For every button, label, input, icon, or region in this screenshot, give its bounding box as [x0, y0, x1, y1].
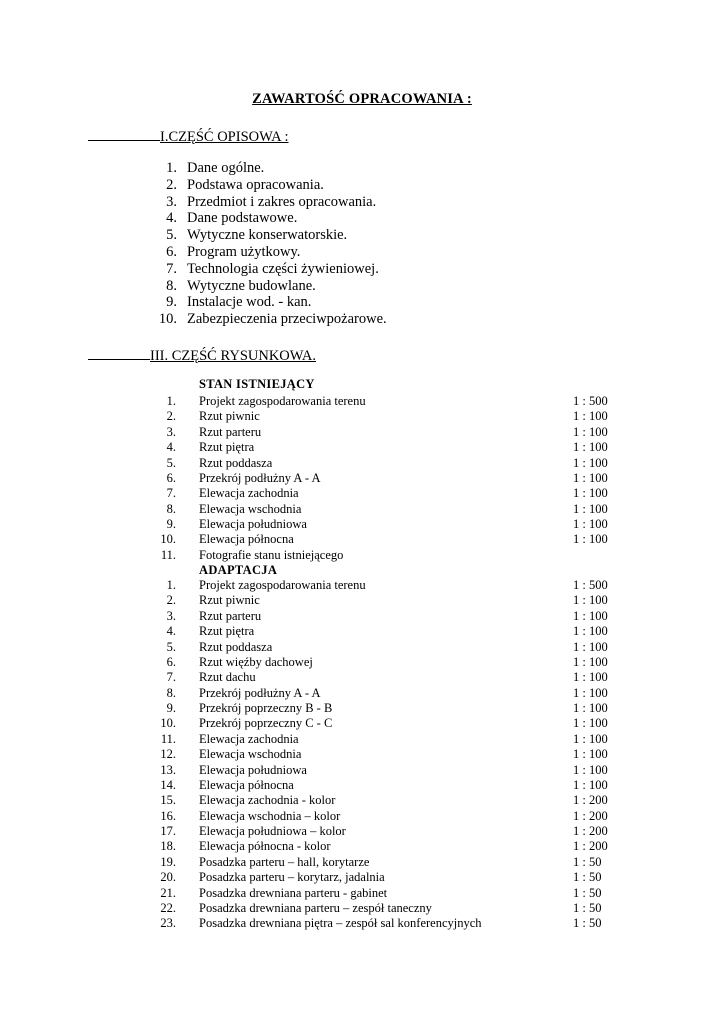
drawing-title: Rzut poddasza [199, 639, 273, 654]
list-item [150, 210, 387, 227]
drawing-number: 2. [166, 593, 176, 608]
drawing-number: 9. [166, 517, 176, 531]
drawing-number: 13. [160, 762, 176, 777]
drawing-title: Elewacja zachodnia [199, 486, 299, 501]
drawing-title: Przekrój podłużny A - A [199, 470, 321, 485]
item-number: 8. [166, 277, 177, 294]
drawing-scale: 1 : 100 [573, 455, 608, 470]
drawing-number: 23. [160, 916, 176, 931]
drawing-title: Rzut piętra [199, 440, 255, 455]
drawing-scale: 1 : 100 [573, 517, 608, 531]
drawing-scale: 1 : 100 [573, 470, 608, 485]
item-number: 7. [166, 260, 177, 277]
drawing-scale: 1 : 200 [573, 793, 608, 808]
drawing-number: 7. [166, 670, 176, 685]
item-label: Podstawa opracowania. [187, 176, 324, 193]
drawing-scale: 1 : 500 [573, 394, 608, 408]
drawing-scale: 1 : 100 [573, 424, 608, 439]
drawing-number: 6. [166, 654, 176, 669]
drawing-number: 1. [166, 394, 176, 408]
item-label: Przedmiot i zakres opracowania. [187, 193, 377, 210]
drawing-scale: 1 : 100 [573, 747, 608, 762]
item-label: Technologia części żywieniowej. [187, 260, 379, 277]
heading-leader-line [88, 127, 160, 141]
item-number: 3. [166, 193, 177, 210]
drawing-scale: 1 : 100 [573, 501, 608, 516]
drawing-title: Rzut piwnic [199, 409, 260, 424]
item-label: Dane podstawowe. [187, 210, 298, 227]
drawing-title: Elewacja zachodnia [199, 731, 299, 746]
drawing-title: Rzut parteru [199, 608, 262, 623]
drawing-title: Projekt zagospodarowania terenu [199, 578, 366, 592]
item-number: 10. [158, 311, 177, 328]
drawing-scale: 1 : 100 [573, 762, 608, 777]
item-number: 6. [166, 243, 177, 260]
descriptive-items-list [150, 160, 387, 328]
drawing-scale: 1 : 100 [573, 716, 608, 731]
drawing-number: 18. [160, 839, 176, 854]
drawing-title: Posadzka drewniana piętra – zespół sal konferencyjnych [199, 916, 482, 931]
drawing-number: 15. [160, 793, 176, 808]
item-label: Program użytkowy. [187, 243, 301, 260]
drawing-number: 9. [166, 701, 176, 715]
drawing-scale: 1 : 100 [573, 639, 608, 654]
drawing-number: 3. [166, 608, 176, 623]
drawing-title: Elewacja wschodnia – kolor [199, 808, 341, 823]
drawing-scale: 1 : 100 [573, 670, 608, 685]
drawing-title: Rzut piwnic [199, 593, 260, 608]
drawing-scale: 1 : 50 [573, 885, 602, 900]
drawing-title: Przekrój poprzeczny C - C [199, 716, 333, 731]
item-number: 1. [166, 160, 177, 176]
section-heading-text: III. CZĘŚĆ RYSUNKOWA. [150, 348, 316, 364]
drawing-title: Elewacja północna [199, 777, 294, 792]
drawing-title: Elewacja południowa – kolor [199, 824, 346, 838]
drawing-number: 17. [160, 824, 176, 838]
drawing-title: Rzut poddasza [199, 455, 273, 470]
drawing-number: 6. [166, 470, 176, 485]
drawing-title: Elewacja południowa [199, 517, 307, 531]
drawing-scale: 1 : 50 [573, 916, 602, 931]
drawing-scale: 1 : 100 [573, 486, 608, 501]
drawing-number: 8. [166, 685, 176, 700]
drawing-scale: 1 : 100 [573, 409, 608, 424]
drawing-scale: 1 : 100 [573, 685, 608, 700]
drawing-number: 1. [166, 578, 176, 592]
drawing-number: 10. [160, 532, 176, 547]
drawing-title: Elewacja północna [199, 532, 294, 547]
group-title-adaptation: ADAPTACJA [199, 563, 278, 577]
drawing-scale: 1 : 50 [573, 854, 602, 869]
drawing-title: Przekrój poprzeczny B - B [199, 701, 333, 715]
drawing-number: 11. [160, 731, 176, 746]
drawing-title: Posadzka parteru – hall, korytarze [199, 854, 370, 869]
section-heading-drawings [88, 346, 316, 365]
heading-leader-line [88, 346, 150, 360]
drawing-number: 22. [160, 900, 176, 915]
drawing-number: 19. [160, 854, 176, 869]
drawing-number: 14. [160, 777, 176, 792]
item-label: Wytyczne konserwatorskie. [187, 227, 348, 244]
drawing-number: 7. [166, 486, 176, 501]
list-item [150, 311, 387, 328]
document-title: ZAWARTOŚĆ OPRACOWANIA : [252, 91, 472, 107]
drawing-scale: 1 : 100 [573, 440, 608, 455]
item-number: 4. [166, 210, 177, 227]
drawing-number: 12. [160, 747, 176, 762]
drawing-title: Rzut parteru [199, 424, 262, 439]
drawing-number: 3. [166, 424, 176, 439]
drawing-scale: 1 : 200 [573, 839, 608, 854]
drawing-number: 2. [166, 409, 176, 424]
drawing-title: Rzut dachu [199, 670, 256, 685]
list-item [150, 294, 387, 311]
drawing-number: 5. [166, 639, 176, 654]
item-number: 9. [166, 294, 177, 311]
drawing-title: Elewacja wschodnia [199, 501, 302, 516]
drawing-scale: 1 : 100 [573, 731, 608, 746]
list-item [150, 261, 387, 278]
item-number: 5. [166, 227, 177, 244]
drawing-number: 5. [166, 455, 176, 470]
drawing-title: Projekt zagospodarowania terenu [199, 394, 366, 408]
group-title-existing: STAN ISTNIEJĄCY [199, 377, 315, 391]
drawing-scale: 1 : 100 [573, 593, 608, 608]
list-item [150, 244, 387, 261]
drawing-number: 10. [160, 716, 176, 731]
drawing-scale: 1 : 100 [573, 701, 608, 715]
drawing-scale: 1 : 100 [573, 624, 608, 639]
drawing-scale: 1 : 100 [573, 608, 608, 623]
drawing-number: 16. [160, 808, 176, 823]
drawing-title: Posadzka drewniana parteru - gabinet [199, 885, 388, 900]
drawing-title: Rzut więźby dachowej [199, 654, 313, 669]
drawing-scale: 1 : 100 [573, 532, 608, 547]
drawing-title: Posadzka parteru – korytarz, jadalnia [199, 870, 385, 885]
drawing-title: Przekrój podłużny A - A [199, 685, 321, 700]
drawing-title: Rzut piętra [199, 624, 255, 639]
drawing-title: Elewacja wschodnia [199, 747, 302, 762]
drawing-scale: 1 : 200 [573, 824, 608, 838]
item-label: Instalacje wod. - kan. [187, 294, 312, 311]
drawing-number: 20. [160, 870, 176, 885]
section-heading-descriptive [88, 127, 289, 146]
drawing-scale: 1 : 50 [573, 900, 602, 915]
drawing-title: Posadzka drewniana parteru – zespół taneczny [199, 900, 432, 915]
section-heading-text: I.CZĘŚĆ OPISOWA : [160, 129, 289, 145]
drawing-scale: 1 : 50 [573, 870, 602, 885]
list-item [150, 177, 387, 194]
item-number: 2. [166, 176, 177, 193]
drawing-title: Elewacja zachodnia - kolor [199, 793, 336, 808]
drawing-number: 4. [166, 440, 176, 455]
drawing-scale: 1 : 100 [573, 654, 608, 669]
item-label: Zabezpieczenia przeciwpożarowe. [187, 311, 387, 328]
drawing-number: 11. [160, 547, 176, 562]
drawing-title: Elewacja południowa [199, 762, 307, 777]
drawing-title: Fotografie stanu istniejącego [199, 547, 344, 562]
drawing-scale: 1 : 500 [573, 578, 608, 592]
list-item [150, 160, 387, 177]
drawing-number: 4. [166, 624, 176, 639]
drawing-number: 8. [166, 501, 176, 516]
list-item [150, 194, 387, 211]
item-label: Dane ogólne. [187, 160, 265, 176]
drawing-number: 21. [160, 885, 176, 900]
drawing-scale: 1 : 100 [573, 777, 608, 792]
list-item [150, 227, 387, 244]
drawing-title: Elewacja północna - kolor [199, 839, 331, 854]
drawing-scale: 1 : 200 [573, 808, 608, 823]
list-item [150, 278, 387, 295]
item-label: Wytyczne budowlane. [187, 277, 316, 294]
